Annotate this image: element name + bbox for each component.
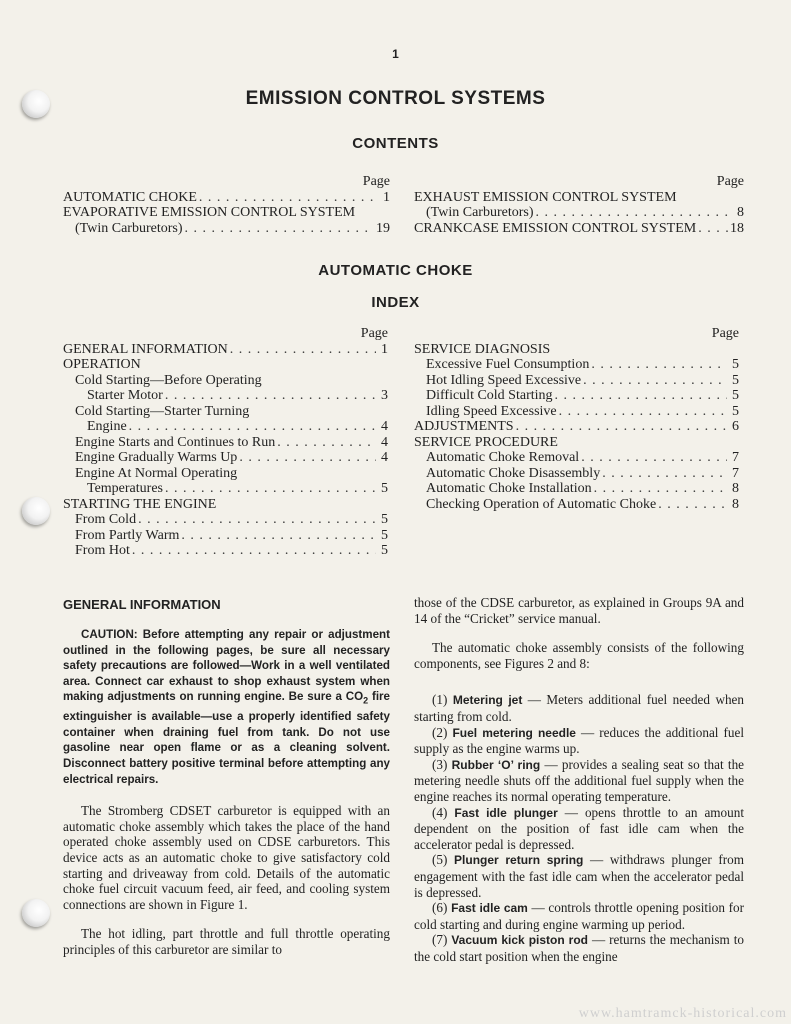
index-entry: Cold Starting—Before Operating [75, 372, 262, 388]
index-entry: Engine . . . 4 [63, 419, 388, 435]
operating-principles-paragraph: The hot idling, part throttle and full throttle operating principles of this carburetor are similar to [63, 926, 390, 957]
list-item: (6) Fast idle cam — controls throttle opening position for cold starting and during engine warming up period. [414, 900, 744, 932]
page-column-label: Page [362, 174, 390, 189]
index-entry: SERVICE DIAGNOSIS [414, 341, 551, 357]
index-entry: Excessive Fuel Consumption . . . 5 [414, 357, 739, 373]
contents-left-column [63, 174, 390, 236]
intro-paragraph: The Stromberg CDSET carburetor is equipped with an automatic choke assembly which takes the place of the hand operated choke assembly used on CDSE carburetors. This device acts as an automatic choke to give satisfactory cold starting and driveaway from cold. Details of the automatic choke fuel circuit vacuum feed, air feed, and cooling system connections are shown in Figure 1. [63, 803, 390, 912]
toc-entry: EXHAUST EMISSION CONTROL SYSTEM [414, 189, 677, 205]
general-information-heading: GENERAL INFORMATION [63, 597, 221, 612]
caution-paragraph: CAUTION: Before attempting any repair or adjustment outlined in the following pages, be sure all necessary safety precautions are followed—Work in a well ventilated area. Connect car exhaust to shop exhaust system when making adjustments on running engine. Be sure a $CO_2$ fire extinguisher is available—use a properly identified safety container when draining fuel from tank. Do not use gasoline near open flame or as a cleaning solvent. Disconnect battery positive terminal before attempting any electrical repairs. [63, 628, 391, 786]
index-entry: Starter Motor . . . 3 [63, 388, 388, 404]
list-item: (4) Fast idle plunger — opens throttle to an amount dependent on the position of fast idle cam when the accelerator pedal is depressed. [414, 804, 745, 852]
components-list [414, 692, 744, 964]
index-entry: Hot Idling Speed Excessive . . . 5 [414, 373, 739, 389]
index-entry: GENERAL INFORMATION . . . 1 [63, 342, 388, 358]
index-right-column [414, 326, 739, 512]
index-entry: From Hot . . . 5 [63, 543, 388, 559]
page-column-label: Page [360, 326, 388, 341]
index-entry: Engine Gradually Warms Up . . . 4 [63, 450, 388, 466]
page-number: 1 [392, 47, 399, 61]
index-entry: Engine At Normal Operating [75, 465, 238, 481]
index-entry: Automatic Choke Disassembly . . . 7 [414, 466, 739, 482]
toc-entry: (Twin Carburetors) . . . 8 [414, 205, 744, 221]
toc-entry: (Twin Carburetors) . . . 19 [63, 221, 390, 237]
binder-hole-bottom [22, 899, 50, 927]
section-title: AUTOMATIC CHOKE [318, 262, 473, 279]
index-entry: SERVICE PROCEDURE [414, 434, 558, 450]
toc-entry: AUTOMATIC CHOKE . . . 1 [63, 190, 390, 206]
list-item: (3) Rubber ‘O’ ring — provides a sealing seat so that the metering needle shuts off the additional fuel supply when the engine reaches its normal operating temperature. [414, 756, 745, 804]
binder-hole-middle [22, 497, 50, 525]
index-entry: Cold Starting—Starter Turning [75, 403, 250, 419]
index-entry: Engine Starts and Continues to Run . . . 4 [63, 435, 388, 451]
index-entry: Temperatures . . . 5 [63, 481, 388, 497]
toc-entry: EVAPORATIVE EMISSION CONTROL SYSTEM [63, 205, 356, 220]
index-heading: INDEX [371, 294, 420, 311]
right-text-column [414, 595, 744, 964]
page-column-label: Page [711, 326, 739, 341]
index-entry: Checking Operation of Automatic Choke . . . 8 [414, 497, 739, 513]
left-text-column [63, 627, 390, 958]
index-entry: Idling Speed Excessive . . . 5 [414, 404, 739, 420]
index-entry: Automatic Choke Installation . . . 8 [414, 481, 739, 497]
list-item: (1) Metering jet — Meters additional fuel needed when starting from cold. [414, 692, 745, 724]
index-entry: Automatic Choke Removal . . . 7 [414, 450, 739, 466]
page-column-label: Page [716, 174, 744, 189]
index-entry: OPERATION [63, 357, 141, 372]
list-item: (5) Plunger return spring — withdraws plunger from engagement with the fast idle cam when the accelerator pedal is depressed. [414, 852, 745, 900]
page-title: EMISSION CONTROL SYSTEMS [245, 88, 546, 109]
index-entry: STARTING THE ENGINE [63, 496, 217, 512]
watermark: www.hamtramck-historical.com [578, 1006, 787, 1021]
index-entry: Difficult Cold Starting . . . 5 [414, 388, 739, 404]
toc-entry: CRANKCASE EMISSION CONTROL SYSTEM . . . 18 [414, 221, 744, 237]
contents-heading: CONTENTS [352, 135, 439, 152]
index-entry: From Cold . . . 5 [63, 512, 388, 528]
contents-right-column [414, 174, 744, 236]
list-item: (2) Fuel metering needle — reduces the additional fuel supply as the engine warms up. [414, 724, 745, 757]
components-intro-paragraph: The automatic choke assembly consists of the following components, see Figures 2 and 8: [414, 640, 744, 671]
list-item: (7) Vacuum kick piston rod — returns the mechanism to the cold start position when the engine [414, 932, 745, 964]
index-entry: ADJUSTMENTS . . . 6 [414, 419, 739, 435]
index-entry: From Partly Warm . . . 5 [63, 528, 388, 544]
index-left-column [63, 326, 388, 559]
continuation-paragraph: those of the CDSE carburetor, as explained in Groups 9A and 14 of the “Cricket” service manual. [414, 595, 744, 626]
